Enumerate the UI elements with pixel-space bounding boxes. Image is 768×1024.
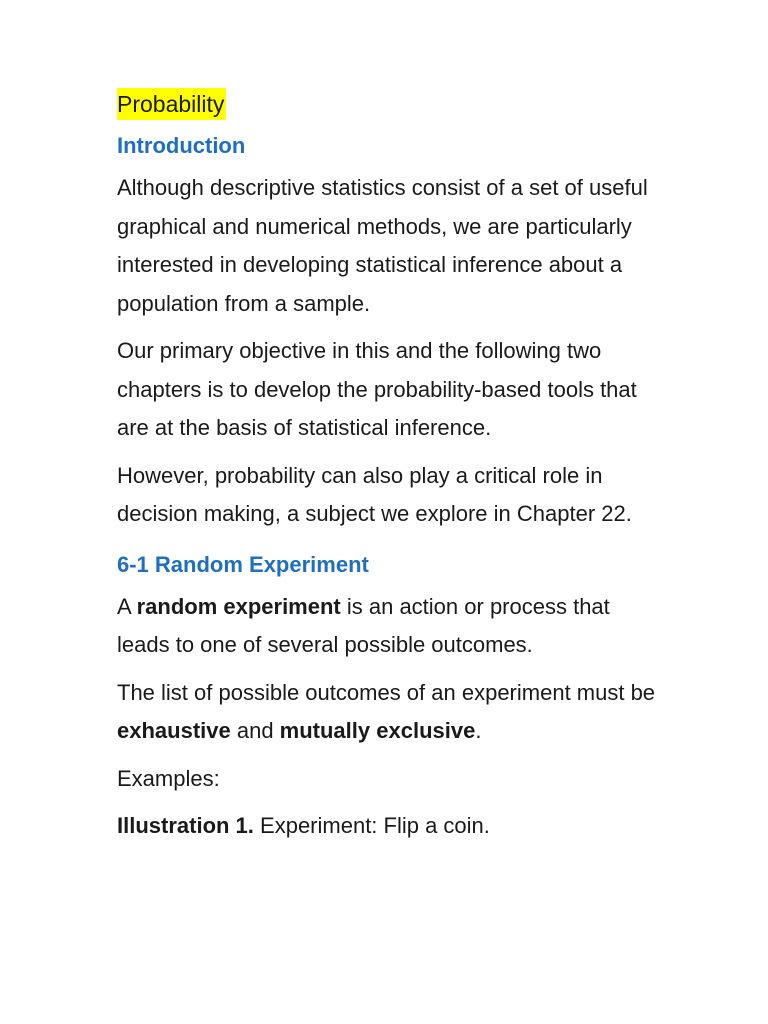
illustration-text: Experiment: Flip a coin. [253,813,490,838]
random-experiment-heading: 6-1 Random Experiment [117,551,369,577]
intro-paragraph-3: However, probability can also play a critical role in decision making, a subject we explore in Chapter 22. [117,462,632,526]
document-page [117,88,657,855]
definition-suffix: is an action or process that leads to one of several possible outcomes. [117,593,610,657]
illustration-label: Illustration 1. [117,813,254,838]
intro-paragraph-1: Although descriptive statistics consist of a set of useful graphical and numerical methods, we are particularly interested in developing statistical inference about a population from a sample. [117,175,648,316]
outcomes-term-exhaustive: exhaustive [117,718,231,743]
illustration-1 [117,807,657,846]
document-title: Probability [117,88,226,120]
definition-term: random experiment [136,593,341,619]
intro-paragraph-2: Our primary objective in this and the following two chapters is to develop the probability-based tools that are at the basis of statistical inference. [117,338,637,440]
examples-label: Examples: [117,765,220,791]
outcomes-mid: and [230,718,280,743]
outcomes-paragraph [117,674,657,751]
introduction-heading: Introduction [117,133,246,158]
document-title-row [117,88,657,120]
definition-prefix: A [117,593,137,619]
random-experiment-definition [117,588,657,665]
outcomes-suffix: . [475,718,482,743]
outcomes-prefix: The list of possible outcomes of an experiment must be [117,679,656,705]
outcomes-term-mutually-exclusive: mutually exclusive [279,718,476,743]
